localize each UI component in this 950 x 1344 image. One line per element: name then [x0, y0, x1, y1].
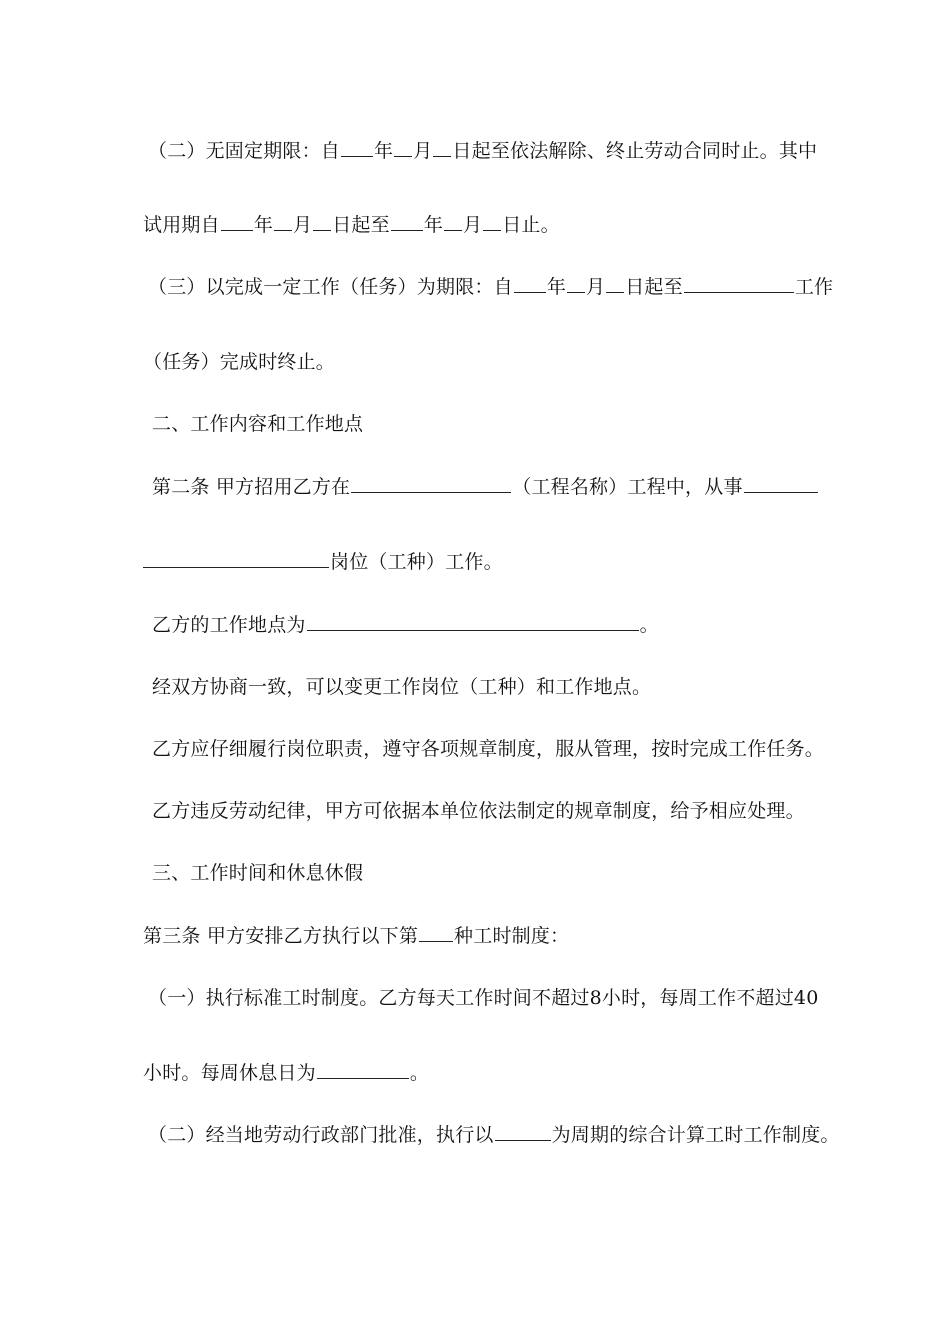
text: 第二条 甲方招用乙方在 — [152, 476, 351, 498]
weekly-hours-value: 40 — [793, 987, 819, 1009]
paragraph-task-term — [148, 275, 833, 299]
text: 日起至 — [625, 276, 683, 298]
text: （任务）完成时终止。 — [143, 351, 336, 373]
paragraph-indefinite-term — [148, 139, 817, 163]
text: 试用期自 — [143, 214, 220, 236]
blank-project-name — [351, 475, 511, 493]
blank-month — [394, 139, 412, 157]
text: 。 — [409, 1062, 430, 1084]
blank-year — [391, 213, 423, 231]
text: 日起至 — [332, 214, 390, 236]
blank-day — [606, 275, 624, 293]
section-heading-working-hours — [152, 861, 363, 885]
paragraph-duties — [152, 737, 824, 761]
blank-year — [514, 275, 546, 293]
blank-system-number — [419, 924, 453, 942]
paragraph-position — [143, 550, 503, 574]
text: （工程名称）工程中，从事 — [512, 476, 743, 498]
text: 。 — [639, 614, 659, 636]
blank-month — [274, 213, 292, 231]
blank-rest-day — [317, 1061, 409, 1079]
text: 工作 — [794, 276, 834, 298]
text: 经双方协商一致，可以变更工作岗位（工种）和工作地点。 — [152, 676, 652, 698]
blank-month — [444, 213, 462, 231]
heading-text: 二、工作内容和工作地点 — [152, 413, 364, 435]
text: （三）以完成一定工作（任务）为期限：自 — [148, 276, 513, 298]
text: 日起至依法解除、终止劳动合同时止。其中 — [452, 140, 818, 162]
daily-hours-value: 8 — [589, 987, 602, 1009]
text: （一）执行标准工时制度。乙方每天工作时间不超过 — [148, 987, 590, 1009]
article-three — [143, 924, 569, 948]
paragraph-task-end — [143, 350, 335, 374]
blank-occupation — [744, 475, 818, 493]
text: 年 — [423, 214, 444, 236]
paragraph-discipline — [152, 799, 805, 823]
text: 年 — [546, 276, 567, 298]
text: 乙方的工作地点为 — [152, 614, 306, 636]
blank-task — [684, 275, 794, 293]
blank-month — [567, 275, 585, 293]
text: 年 — [253, 214, 274, 236]
paragraph-change-position — [152, 675, 651, 699]
text: 小时，每周工作不超过 — [601, 987, 794, 1009]
text: 为周期的综合计算工时工作制度。 — [551, 1124, 840, 1146]
heading-text: 三、工作时间和休息休假 — [152, 862, 364, 884]
text: 小时。每周休息日为 — [143, 1062, 316, 1084]
blank-day — [433, 139, 451, 157]
blank-occupation-cont — [143, 550, 329, 568]
text: （二）无固定期限：自 — [148, 140, 341, 162]
paragraph-work-location — [152, 613, 659, 637]
blank-year — [221, 213, 253, 231]
paragraph-probation — [143, 213, 560, 237]
article-two — [152, 475, 819, 499]
blank-location — [307, 613, 639, 631]
text: 年 — [374, 140, 394, 162]
text: 种工时制度： — [454, 925, 570, 947]
text: 月 — [586, 276, 606, 298]
text: （二）经当地劳动行政部门批准，执行以 — [148, 1124, 494, 1146]
blank-year — [341, 139, 373, 157]
paragraph-standard-hours — [148, 986, 819, 1010]
blank-period — [495, 1123, 551, 1141]
text: 岗位（工种）工作。 — [330, 551, 503, 573]
text: 乙方违反劳动纪律，甲方可依据本单位依法制定的规章制度，给予相应处理。 — [152, 800, 805, 822]
paragraph-comprehensive-hours — [148, 1123, 840, 1147]
paragraph-rest-days — [143, 1061, 429, 1085]
blank-day — [313, 213, 331, 231]
text: 月 — [413, 140, 433, 162]
text: 第三条 甲方安排乙方执行以下第 — [143, 925, 419, 947]
blank-day — [483, 213, 501, 231]
text: 月 — [463, 214, 483, 236]
text: 月 — [293, 214, 313, 236]
text: 乙方应仔细履行岗位职责，遵守各项规章制度，服从管理，按时完成工作任务。 — [152, 738, 825, 760]
section-heading-work-content — [152, 412, 363, 436]
text: 日止。 — [502, 214, 560, 236]
